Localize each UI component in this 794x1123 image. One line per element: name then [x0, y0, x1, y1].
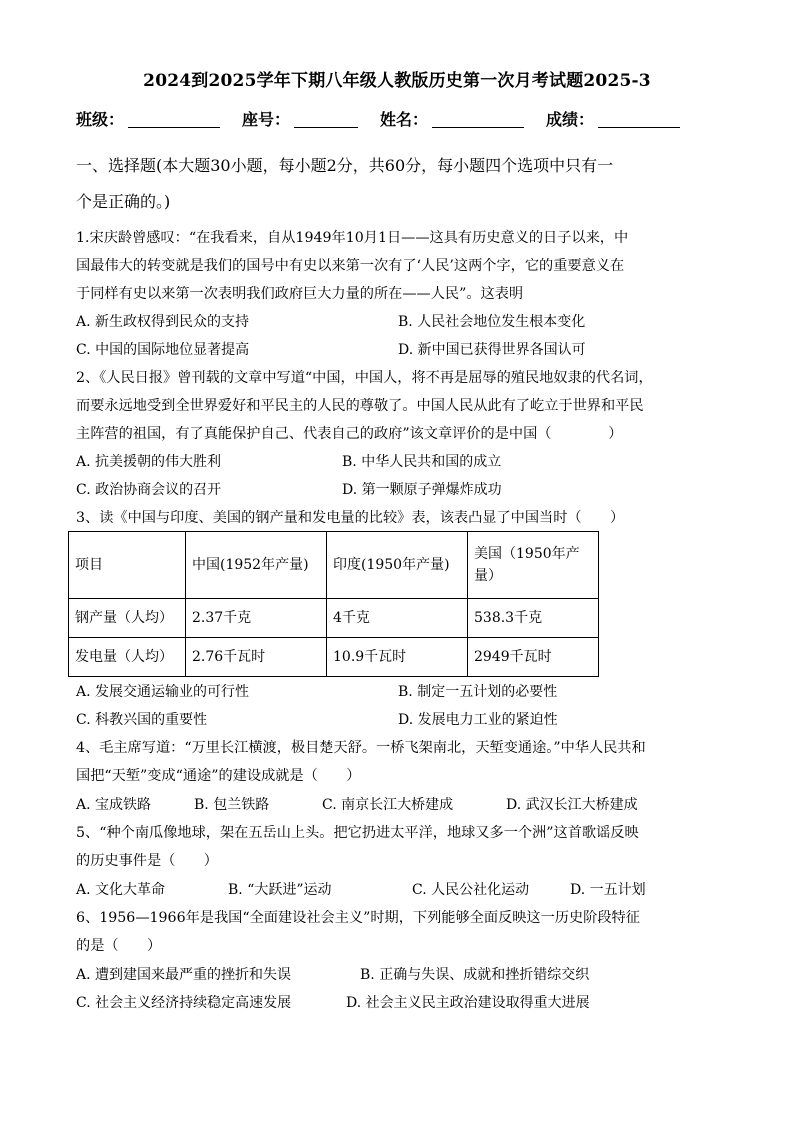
option-c[interactable]: C. 科教兴国的重要性	[76, 712, 208, 728]
option-c[interactable]: C. 南京长江大桥建成	[322, 797, 454, 813]
option-d[interactable]: D. 武汉长江大桥建成	[506, 797, 638, 813]
question-stem-line: 国最伟大的转变就是我们的国号中有史以来第一次有了‘人民’这两个字，它的重要意义在	[76, 258, 625, 274]
option-c[interactable]: C. 政治协商会议的召开	[76, 482, 222, 498]
table-cell: 4千克	[327, 599, 468, 638]
question-5	[76, 819, 736, 875]
section-heading-line: 一、选择题(本大题30小题，每小题2分，共60分，每小题四个选项中只有一	[76, 156, 614, 175]
table-cell: 2.76千瓦时	[186, 638, 327, 677]
table-row	[69, 599, 599, 638]
question-stem-line: 4、毛主席写道：“万里长江横渡，极目楚天舒。一桥飞架南北，天堑变通途。”中华人民共和	[76, 740, 646, 756]
seat-blank[interactable]	[294, 110, 358, 128]
question-4	[76, 734, 736, 790]
option-a[interactable]: A. 遭到建国来最严重的挫折和失误	[76, 967, 292, 983]
question-stem-line: 3、读《中国与印度、美国的钢产量和发电量的比较》表，该表凸显了中国当时（ ）	[76, 510, 625, 526]
option-c[interactable]: C. 中国的国际地位显著提高	[76, 342, 250, 358]
option-c[interactable]: C. 社会主义经济持续稳定高速发展	[76, 995, 292, 1011]
table-cell: 发电量（人均）	[69, 638, 186, 677]
question-3	[76, 504, 736, 532]
option-d[interactable]: D. 新中国已获得世界各国认可	[398, 342, 586, 358]
score-blank[interactable]	[598, 110, 680, 128]
table-header-cell: 中国(1952年产量)	[186, 532, 327, 599]
question-stem-line: 的是（ ）	[76, 938, 162, 954]
option-a[interactable]: A. 发展交通运输业的可行性	[76, 684, 250, 700]
section-heading-line: 个是正确的。)	[76, 192, 171, 211]
option-b[interactable]: B. 人民社会地位发生根本变化	[398, 314, 586, 330]
option-d[interactable]: D. 第一颗原子弹爆炸成功	[342, 482, 502, 498]
table-cell: 10.9千瓦时	[327, 638, 468, 677]
option-b[interactable]: B. 中华人民共和国的成立	[342, 454, 502, 470]
option-b[interactable]: B. “大跃进”运动	[228, 882, 332, 898]
table-header-row	[69, 532, 599, 599]
question-1	[76, 224, 736, 308]
question-stem-line: 2、《人民日报》曾刊载的文章中写道“中国，中国人，将不再是屈辱的殖民地奴隶的代名词，	[76, 370, 653, 386]
seat-label: 座号：	[242, 110, 291, 129]
student-info-row	[76, 107, 726, 130]
question-stem-line: 于同样有史以来第一次表明我们政府巨大力量的所在——人民”。这表明	[76, 286, 524, 302]
question-stem-line: 国把“天堑”变成“通途”的建设成就是（ ）	[76, 768, 361, 784]
score-label: 成绩：	[546, 110, 595, 129]
option-a[interactable]: A. 新生政权得到民众的支持	[76, 314, 250, 330]
table-header-cell: 项目	[69, 532, 186, 599]
exam-title: 2024到2025学年下期八年级人教版历史第一次月考试题2025-3	[143, 71, 651, 91]
table-cell: 2949千瓦时	[468, 638, 599, 677]
option-b[interactable]: B. 制定一五计划的必要性	[398, 684, 558, 700]
class-blank[interactable]	[128, 110, 220, 128]
question-stem-line: 的历史事件是（ ）	[76, 853, 218, 869]
option-a[interactable]: A. 宝成铁路	[76, 797, 152, 813]
table-header-cell: 印度(1950年产量)	[327, 532, 468, 599]
question-stem-line: 主阵营的祖国，有了真能保护自己、代表自己的政府”该文章评价的是中国（ ）	[76, 426, 623, 442]
table-cell: 538.3千克	[468, 599, 599, 638]
option-b[interactable]: B. 正确与失误、成就和挫折错综交织	[360, 967, 590, 983]
table-row	[69, 638, 599, 677]
option-d[interactable]: D. 社会主义民主政治建设取得重大进展	[346, 995, 590, 1011]
table-cell: 钢产量（人均）	[69, 599, 186, 638]
option-a[interactable]: A. 文化大革命	[76, 882, 166, 898]
class-label: 班级：	[76, 110, 125, 129]
table-header-cell: 美国（1950年产量）	[468, 532, 599, 599]
question-stem-line: 6、1956—1966年是我国“全面建设社会主义”时期，下列能够全面反映这一历史阶段特征	[76, 910, 640, 926]
option-a[interactable]: A. 抗美援朝的伟大胜利	[76, 454, 222, 470]
comparison-table	[68, 531, 599, 677]
option-d[interactable]: D. 一五计划	[570, 882, 646, 898]
question-stem-line: 1.宋庆龄曾感叹：“在我看来，自从1949年10月1日——这具有历史意义的日子以来，中	[76, 230, 629, 246]
option-d[interactable]: D. 发展电力工业的紧迫性	[398, 712, 558, 728]
name-label: 姓名：	[380, 110, 429, 129]
section-heading	[76, 148, 736, 220]
table-cell: 2.37千克	[186, 599, 327, 638]
question-2	[76, 364, 736, 448]
option-b[interactable]: B. 包兰铁路	[194, 797, 270, 813]
question-6	[76, 904, 736, 960]
name-blank[interactable]	[432, 110, 524, 128]
question-stem-line: 5、“种个南瓜像地球，架在五岳山上头。把它扔进太平洋，地球又多一个洲”这首歌谣反映	[76, 825, 639, 841]
option-c[interactable]: C. 人民公社化运动	[412, 882, 530, 898]
question-stem-line: 而要永远地受到全世界爱好和平民主的人民的尊敬了。中国人民从此有了屹立于世界和平民	[76, 398, 644, 414]
